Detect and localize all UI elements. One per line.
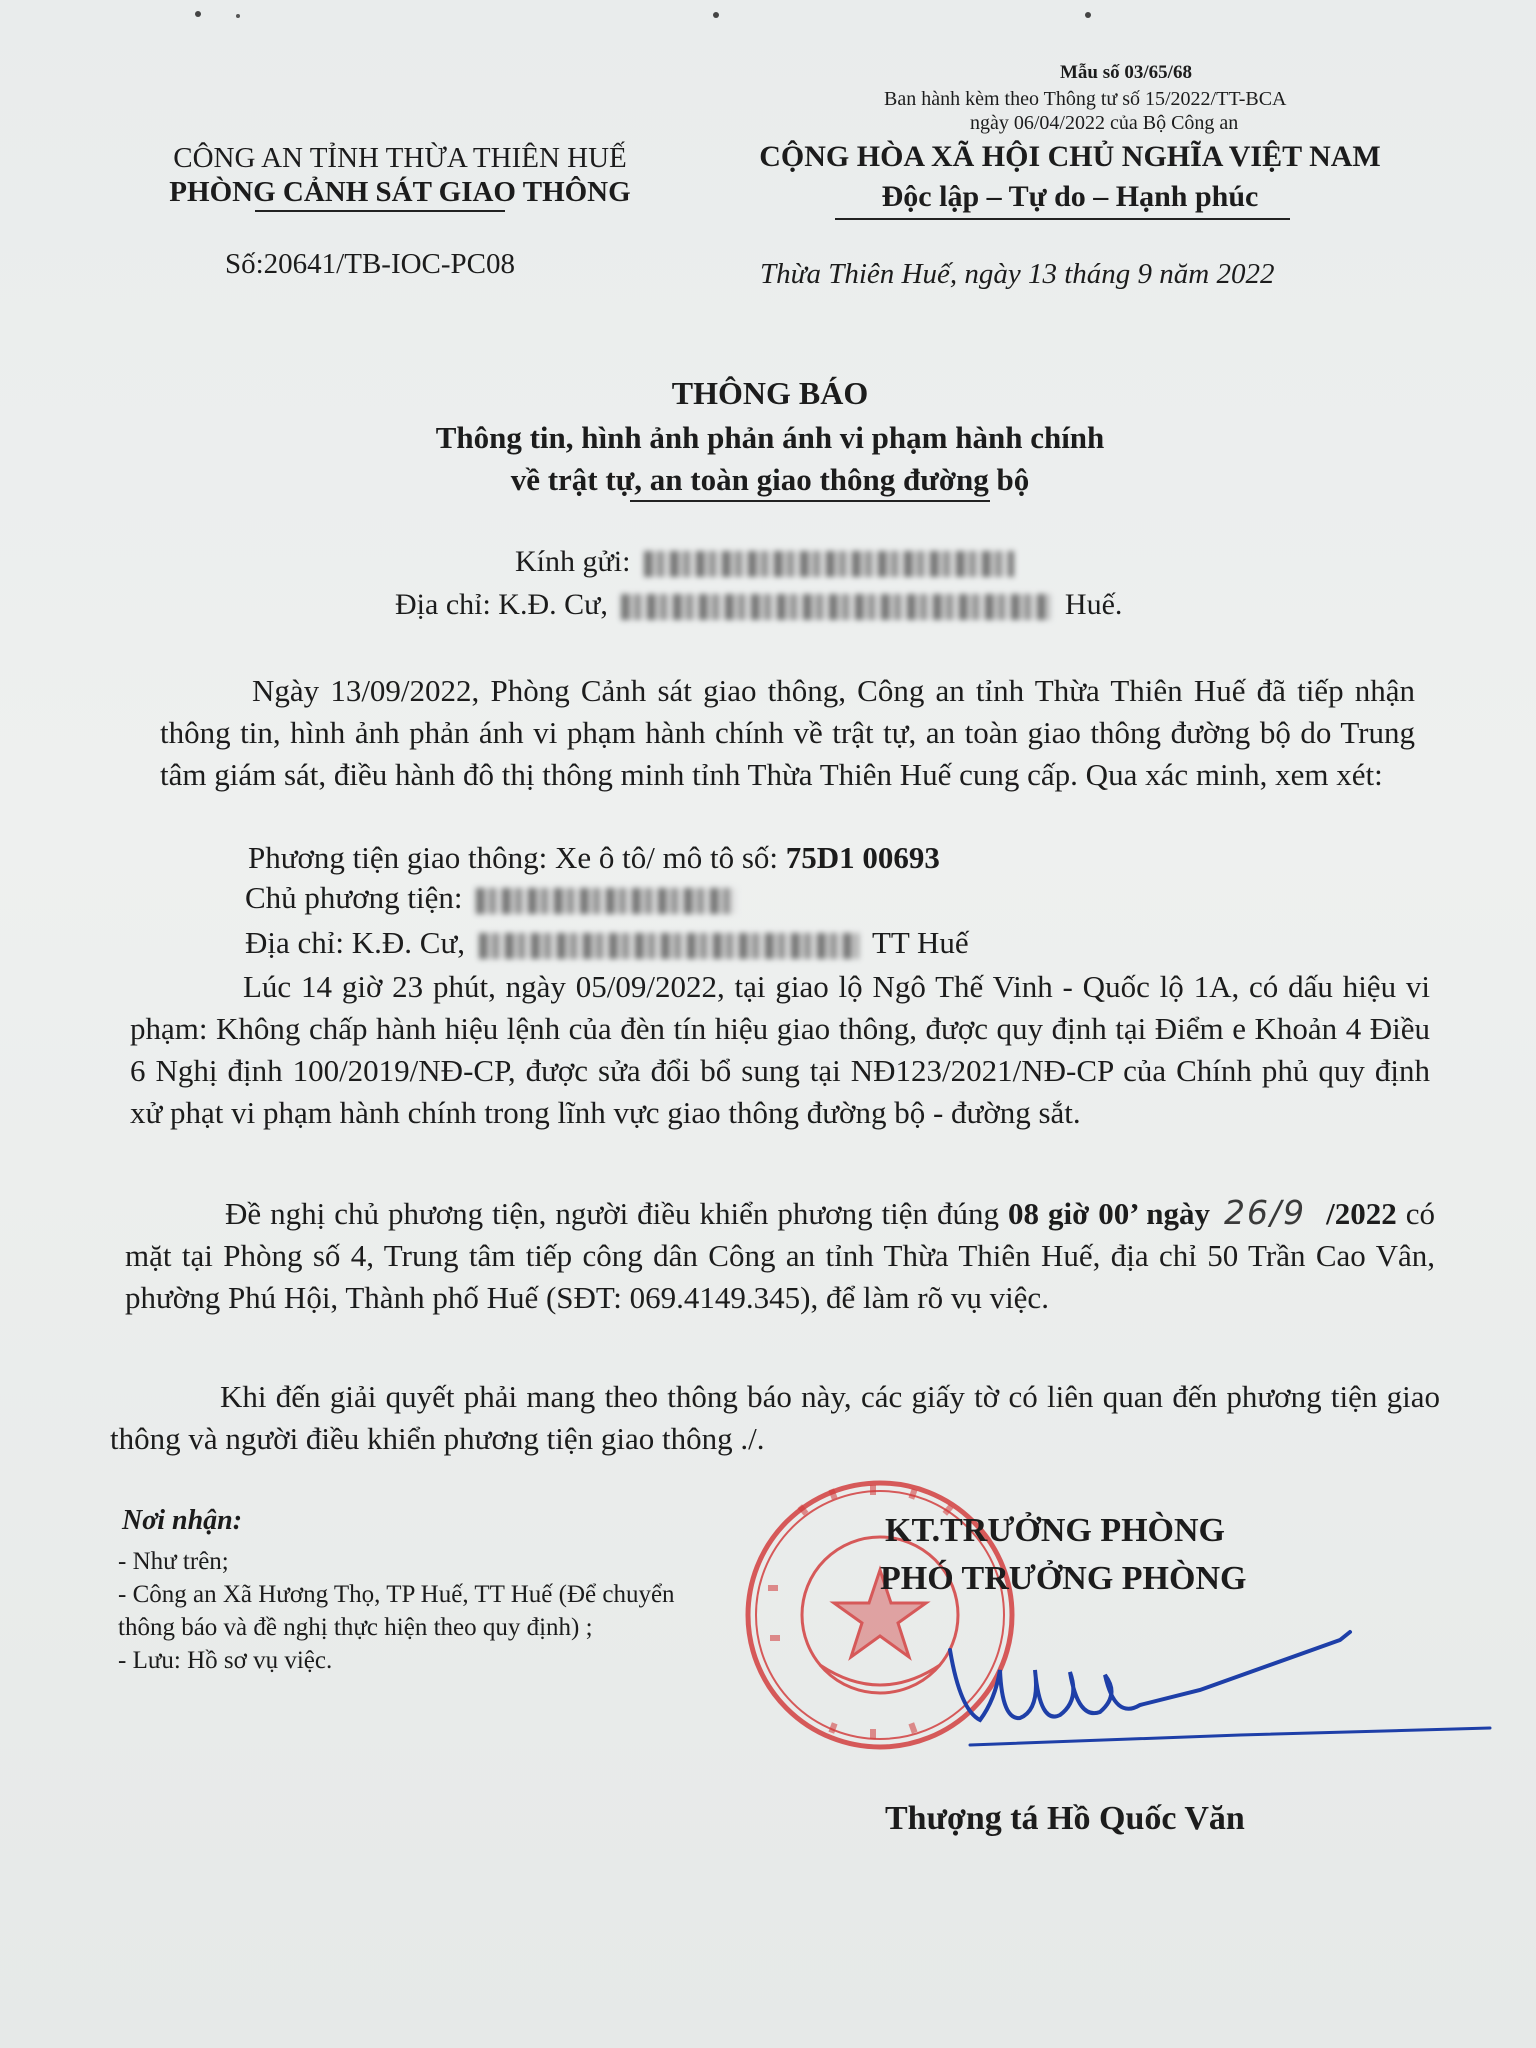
signer-name: Thượng tá Hồ Quốc Văn bbox=[885, 1800, 1245, 1837]
national-title: CỘNG HÒA XÃ HỘI CHỦ NGHĨA VIỆT NAM bbox=[759, 140, 1381, 173]
signature-title-primary: KT.TRƯỞNG PHÒNG bbox=[885, 1512, 1225, 1549]
form-code: Mẫu số 03/65/68 bbox=[1060, 62, 1192, 83]
recipient-address-line bbox=[395, 588, 1122, 622]
paragraph-intro: Ngày 13/09/2022, Phòng Cảnh sát giao thông, Công an tỉnh Thừa Thiên Huế đã tiếp nhận thông tin, hình ảnh phản ánh vi phạm hành chính về trật tự, an toàn giao thông đường bộ do Trung tâm giám sát, điều hành đô thị thông minh tỉnh Thừa Thiên Huế cung cấp. Qua xác minh, xem xét: bbox=[160, 673, 1415, 792]
owner-label: Chủ phương tiện: bbox=[245, 880, 463, 915]
paragraph-instructions: Khi đến giải quyết phải mang theo thông báo này, các giấy tờ có liên quan đến phương tiện giao thông và người điều khiển phương tiện giao thông ./. bbox=[110, 1379, 1440, 1456]
appointment-year: /2022 bbox=[1326, 1196, 1397, 1231]
document-number: Số:20641/TB-IOC-PC08 bbox=[225, 248, 516, 280]
redacted-recipient-address bbox=[621, 594, 1051, 620]
vehicle-plate: 75D1 00693 bbox=[785, 840, 940, 875]
recipient-item: - Như trên; bbox=[118, 1548, 229, 1575]
form-issued-by: Ban hành kèm theo Thông tư số 15/2022/TT-BCA bbox=[884, 88, 1287, 110]
request-text-b: có mặt tại Phòng số 4, Trung tâm tiếp công dân Công an tỉnh Thừa Thiên Huế, địa chỉ 50 Trần Cao Vân, phường Phú Hội, Thành phố Huế (SĐT: 069.4149.345), để làm rõ vụ việc. bbox=[125, 1196, 1435, 1315]
agency-name: CÔNG AN TỈNH THỪA THIÊN HUẾ bbox=[173, 142, 627, 174]
subtitle-underline bbox=[630, 500, 990, 502]
top-edge-marks bbox=[0, 0, 1536, 30]
recipient-address-label: Địa chỉ: K.Đ. Cư, bbox=[395, 588, 608, 621]
handwritten-date: 26/9 bbox=[1224, 1193, 1307, 1232]
redacted-owner-name bbox=[476, 888, 736, 914]
owner-address-line bbox=[245, 925, 969, 961]
department-name: PHÒNG CẢNH SÁT GIAO THÔNG bbox=[169, 176, 631, 208]
vehicle-line bbox=[248, 840, 940, 876]
department-underline bbox=[255, 210, 505, 212]
recipient-line bbox=[515, 545, 1020, 579]
form-issued-date: ngày 06/04/2022 của Bộ Công an bbox=[970, 112, 1239, 134]
motto-underline bbox=[835, 218, 1290, 220]
vehicle-label: Phương tiện giao thông: Xe ô tô/ mô tô số: bbox=[248, 840, 779, 875]
national-motto: Độc lập – Tự do – Hạnh phúc bbox=[881, 180, 1259, 213]
owner-address-label: Địa chỉ: K.Đ. Cư, bbox=[245, 925, 465, 960]
request-text-a: Đề nghị chủ phương tiện, người điều khiển phương tiện đúng bbox=[225, 1196, 1000, 1231]
recipients-list bbox=[118, 1545, 728, 1677]
redacted-recipient-name bbox=[644, 551, 1014, 577]
document-title: THÔNG BÁO bbox=[671, 375, 869, 411]
owner-line bbox=[245, 880, 742, 916]
recipients-title: Nơi nhận: bbox=[122, 1505, 243, 1536]
document-subtitle-line1: Thông tin, hình ảnh phản ánh vi phạm hành chính bbox=[435, 420, 1105, 455]
signature-title-secondary: PHÓ TRƯỞNG PHÒNG bbox=[880, 1560, 1247, 1597]
paragraph-request bbox=[125, 1192, 1435, 1319]
recipient-address-end: Huế. bbox=[1064, 588, 1123, 621]
owner-address-end: TT Huế bbox=[871, 925, 969, 960]
handwritten-signature bbox=[940, 1600, 1500, 1760]
recipient-item: - Công an Xã Hương Thọ, TP Huế, TT Huế (Để chuyển thông báo và đề nghị thực hiện theo quy định) ; bbox=[118, 1581, 675, 1641]
appointment-time: 08 giờ 00’ ngày bbox=[1008, 1196, 1211, 1231]
place-and-date: Thừa Thiên Huế, ngày 13 tháng 9 năm 2022 bbox=[760, 258, 1275, 290]
recipient-label: Kính gửi: bbox=[515, 545, 631, 578]
document-subtitle-line2: về trật tự, an toàn giao thông đường bộ bbox=[510, 462, 1030, 497]
redacted-owner-address bbox=[479, 933, 859, 959]
recipient-item: - Lưu: Hồ sơ vụ việc. bbox=[118, 1647, 333, 1674]
paragraph-violation: Lúc 14 giờ 23 phút, ngày 05/09/2022, tại giao lộ Ngô Thế Vinh - Quốc lộ 1A, có dấu hiệu vi phạm: Không chấp hành hiệu lệnh của đèn tín hiệu giao thông, được quy định tại Điểm e Khoản 4 Điều 6 Nghị định 100/2019/NĐ-CP, được sửa đổi bổ sung tại NĐ123/2021/NĐ-CP của Chính phủ quy định xử phạt vi phạm hành chính trong lĩnh vực giao thông đường bộ - đường sắt. bbox=[130, 969, 1430, 1130]
